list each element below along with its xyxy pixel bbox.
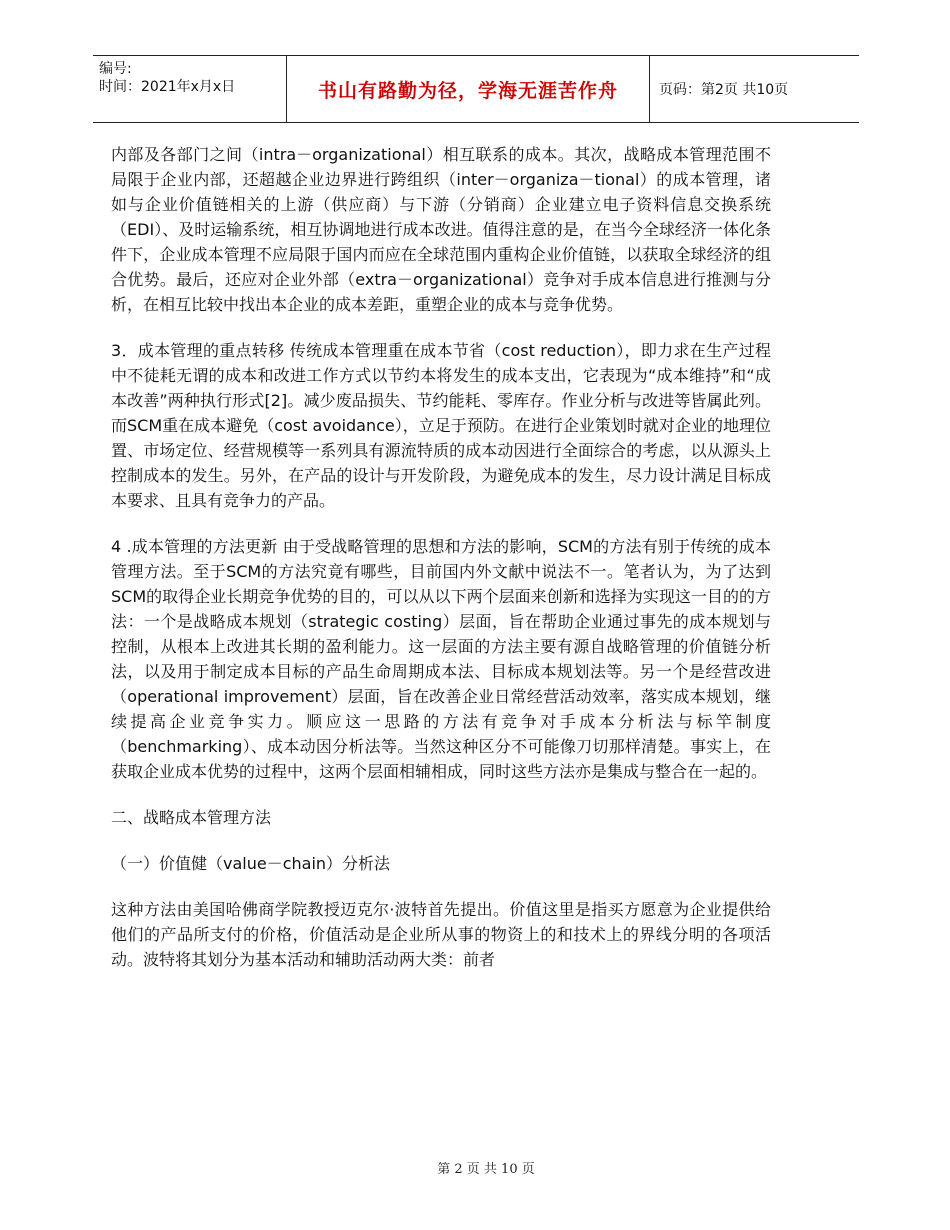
subsection-heading: （一）价值健（value－chain）分析法 — [111, 854, 391, 873]
body-paragraph: 这种方法由美国哈佛商学院教授迈克尔·波特首先提出。价值这里是指买方愿意为企业提供给他们的产品所支付的价格，价值活动是企业所从事的物资上的和技术上的界线分明的各项活动。波特将其划分为基本活动和辅助活动两大类：前者 — [111, 900, 771, 969]
body-paragraph: 内部及各部门之间（intra－organizational）相互联系的成本。其次，战略成本管理范围不局限于企业内部，还超越企业边界进行跨组织（inter－organiza－tional）的成本管理，诸如与企业价值链相关的上游（供应商）与下游（分销商）企业建立电子资料信息交换系统（EDI）、及时运输系统，相互协调地进行成本改进。值得注意的是，在当今全球经济一体化条件下，企业成本管理不应局限于国内而应在全球范围内重构企业价值链，以获取全球经济的组合优势。最后，还应对企业外部（extra－organizational）竞争对手成本信息进行推测与分析，在相互比较中找出本企业的成本差距，重塑企业的成本与竞争优势。 — [111, 145, 771, 314]
header-motto: 书山有路勤为径，学海无涯苦作舟 — [317, 79, 618, 102]
header-page-info: 页码：第2页 共10页 — [659, 82, 789, 98]
body-paragraph: 3．成本管理的重点转移 传统成本管理重在成本节省（cost reduction），即力求在生产过程中不徒耗无谓的成本和改进工作方式以节约本将发生的成本支出，它表现为“成本维持”和“成本改善”两种执行形式[2]。减少废品损失、节约能耗、零库存。作业分析与改进等皆属此列。而SCM重在成本避免（cost avoidance），立足于预防。在进行企业策划时就对企业的地理位置、市场定位、经营规模等一系列具有源流特质的成本动因进行全面综合的考虑，以从源头上控制成本的发生。另外，在产品的设计与开发阶段，为避免成本的发生，尽力设计满足目标成本要求、且具有竞争力的产品。 — [111, 341, 771, 510]
document-body — [111, 142, 771, 993]
section-heading: 二、战略成本管理方法 — [111, 808, 272, 827]
header-divider — [649, 56, 650, 122]
page-header — [93, 55, 859, 123]
document-number-label: 编号: — [99, 61, 132, 77]
body-paragraph: 4 .成本管理的方法更新 由于受战略管理的思想和方法的影响，SCM的方法有别于传统的成本管理方法。至于SCM的方法究竟有哪些，目前国内外文献中说法不一。笔者认为，为了达到SCM的取得企业长期竞争优势的目的，可以从以下两个层面来创新和选择为实现这一目的的方法：一个是战略成本规划（strategic costing）层面，旨在帮助企业通过事先的成本规划与控制，从根本上改进其长期的盈利能力。这一层面的方法主要有源自战略管理的价值链分析法，以及用于制定成本目标的产品生命周期成本法、目标成本规划法等。另一个是经营改进（operational improvement）层面，旨在改善企业日常经营活动效率，落实成本规划，继续提高企业竞争实力。顺应这一思路的方法有竞争对手成本分析法与标竿制度（benchmarking）、成本动因分析法等。当然这种区分不可能像刀切那样清楚。事实上，在获取企业成本优势的过程中，这两个层面相辅相成，同时这些方法亦是集成与整合在一起的。 — [111, 537, 771, 781]
header-meta — [99, 60, 285, 96]
page-footer: 第 2 页 共 10 页 — [437, 1162, 535, 1177]
document-time: 时间：2021年x月x日 — [99, 79, 236, 95]
